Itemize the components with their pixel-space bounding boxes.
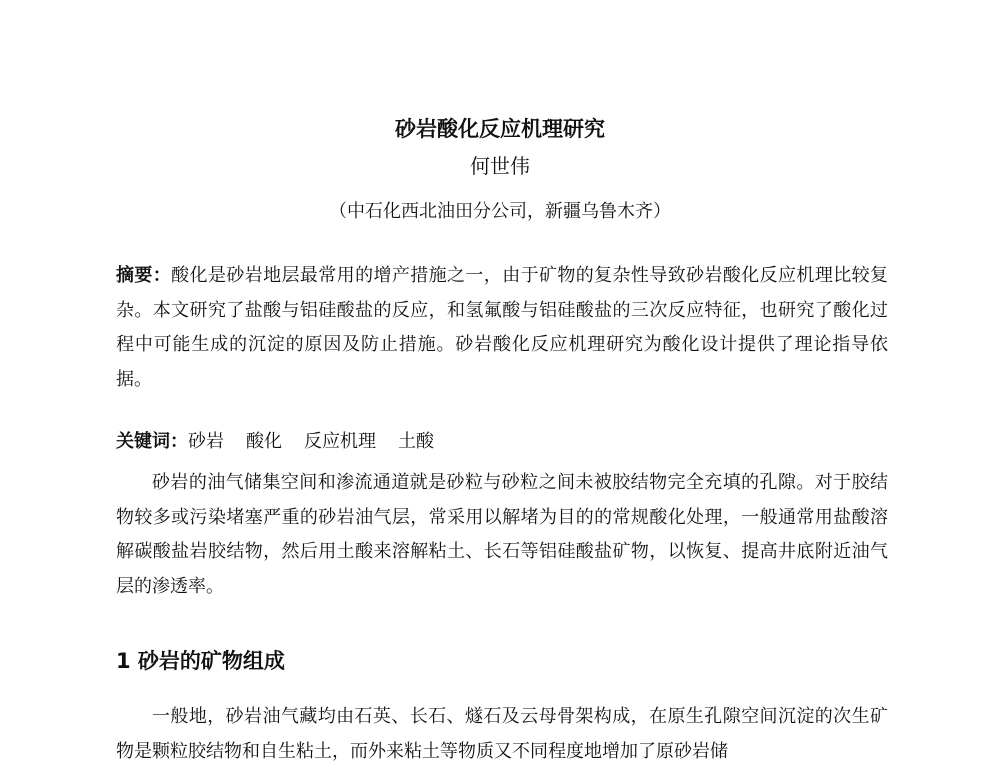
abstract-text: 酸化是砂岩地层最常用的增产措施之一，由于矿物的复杂性导致砂岩酸化反应机理比较复杂。本文研究了盐酸与铝硅酸盐的反应，和氢氟酸与铝硅酸盐的三次反应特征，也研究了酸化过程中可能生成的沉淀的原因及防止措施。砂岩酸化反应机理研究为酸化设计提供了理论指导依据。	[116, 265, 888, 390]
author-affiliation: （中石化西北油田分公司，新疆乌鲁木齐）	[329, 201, 671, 222]
keyword-item: 反应机理	[304, 431, 376, 452]
keyword-item: 酸化	[246, 431, 282, 452]
intro-paragraph: 砂岩的油气储集空间和渗流通道就是砂粒与砂粒之间未被胶结物完全充填的孔隙。对于胶结物较多或污染堵塞严重的砂岩油气层，常采用以解堵为目的的常规酸化处理，一般通常用盐酸溶解碳酸盐岩胶结物，然后用土酸来溶解粘土、长石等铝硅酸盐矿物，以恢复、提高井底附近油气层的渗透率。	[116, 472, 888, 597]
keywords-line	[116, 425, 456, 459]
paper-title: 砂岩酸化反应机理研究	[395, 117, 605, 141]
section-heading: 1 砂岩的矿物组成	[116, 649, 285, 673]
abstract-label: 摘要：	[116, 265, 172, 286]
keyword-item: 砂岩	[188, 431, 224, 452]
author-name: 何世伟	[470, 154, 530, 178]
keywords-label: 关键词：	[116, 431, 188, 452]
keyword-item: 土酸	[398, 431, 434, 452]
section-paragraph: 一般地，砂岩油气藏均由石英、长石、燧石及云母骨架构成，在原生孔隙空间沉淀的次生矿物是颗粒胶结物和自生粘土，而外来粘土等物质又不同程度地增加了原砂岩储	[116, 706, 888, 762]
abstract-paragraph	[116, 259, 888, 397]
